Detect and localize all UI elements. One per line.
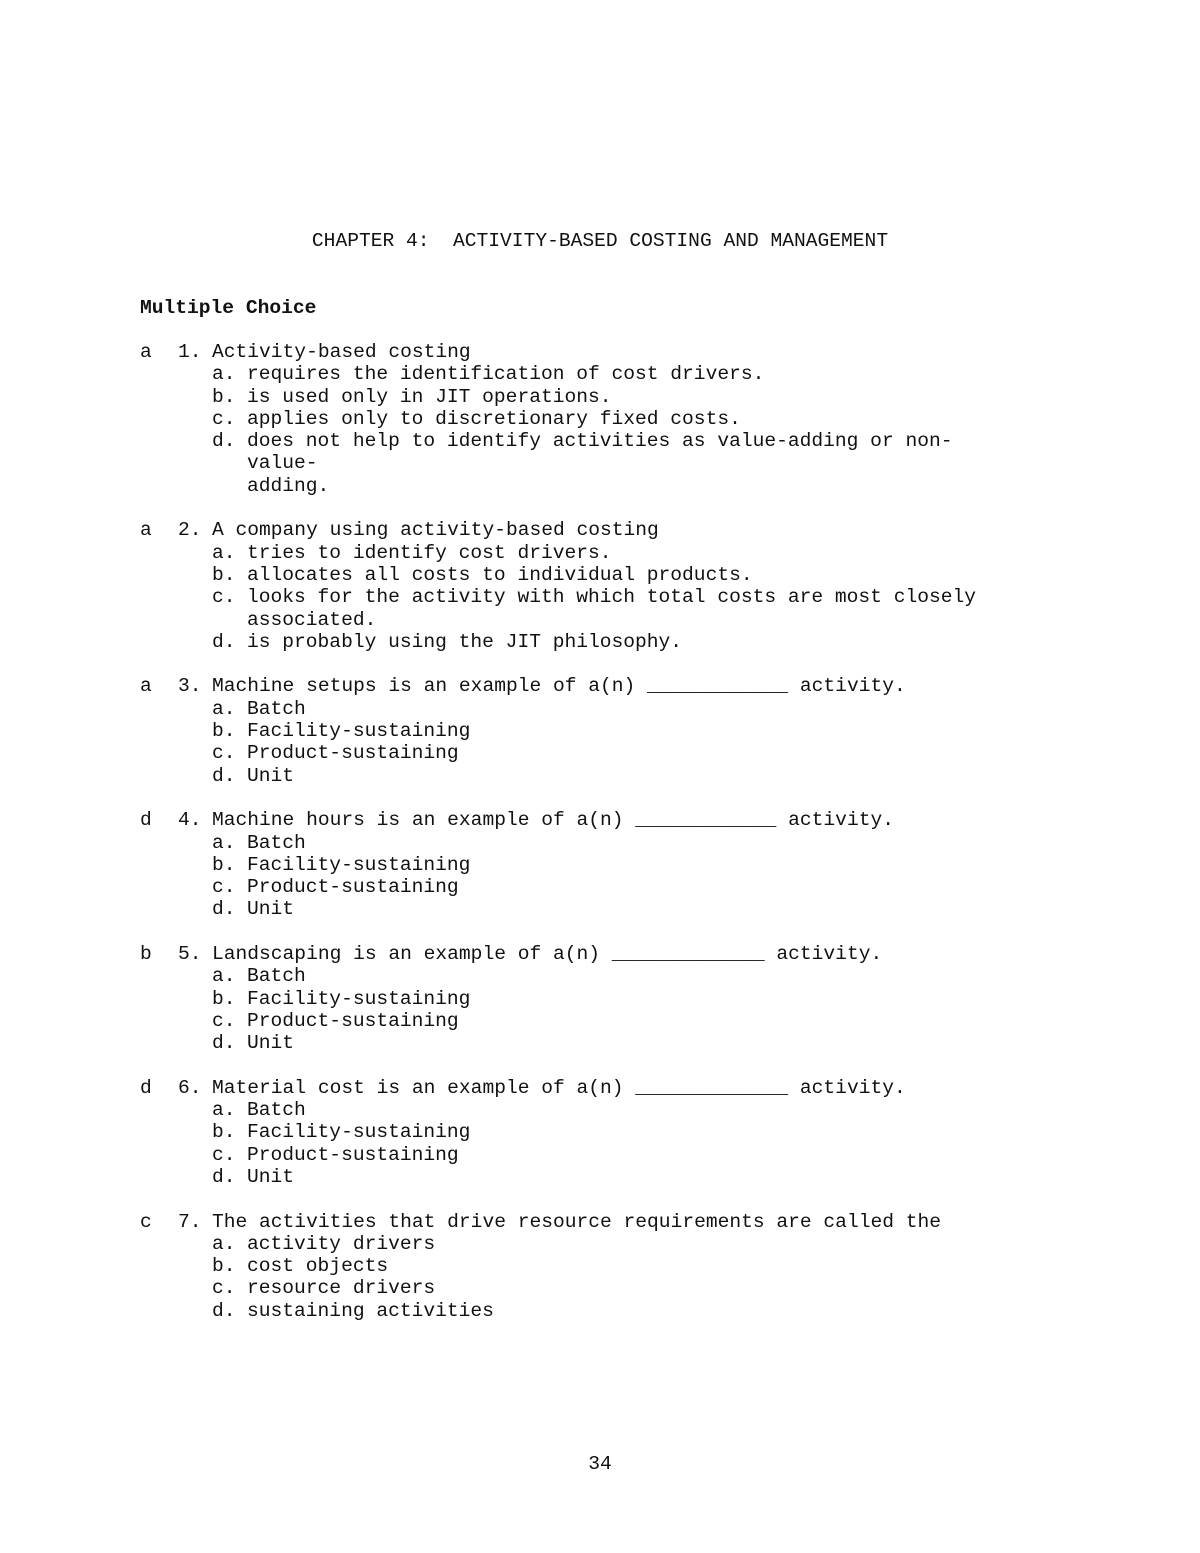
- option-text: looks for the activity with which total costs are most closely associated.: [247, 586, 977, 631]
- question-item: [140, 341, 1100, 497]
- option-text: Unit: [247, 764, 295, 787]
- question-number: 6.: [178, 1076, 202, 1099]
- option-letter: b.: [212, 720, 236, 743]
- answer-key: a: [140, 519, 152, 542]
- question-item: [140, 943, 1100, 1054]
- option-item: [212, 564, 1100, 586]
- option-text: Product-sustaining: [247, 742, 459, 765]
- option-list: [212, 698, 1100, 787]
- question-text: Machine hours is an example of a(n) ____________ activity.: [212, 809, 894, 832]
- option-text: Facility-sustaining: [247, 987, 471, 1010]
- option-item: [212, 430, 1100, 497]
- question-text: Material cost is an example of a(n) _____________ activity.: [212, 1076, 906, 1099]
- option-letter: b.: [212, 563, 236, 586]
- option-text: Batch: [247, 831, 306, 854]
- option-text: Product-sustaining: [247, 1143, 459, 1166]
- option-item: [212, 1255, 1100, 1277]
- option-item: [212, 854, 1100, 876]
- option-item: [212, 832, 1100, 854]
- option-list: [212, 363, 1100, 497]
- option-item: [212, 898, 1100, 920]
- option-text: activity drivers: [247, 1232, 436, 1255]
- option-text: allocates all costs to individual products.: [247, 563, 753, 586]
- option-item: [212, 631, 1100, 653]
- option-text: cost objects: [247, 1255, 389, 1278]
- question-row: [140, 1211, 1100, 1233]
- question-text: Activity-based costing: [212, 341, 471, 363]
- option-item: [212, 698, 1100, 720]
- option-letter: d.: [212, 630, 236, 653]
- question-item: [140, 1077, 1100, 1188]
- option-letter: c.: [212, 586, 236, 609]
- question-list: [140, 341, 1100, 1344]
- option-letter: d.: [212, 1165, 236, 1188]
- question-row: [140, 1077, 1100, 1099]
- question-row: [140, 519, 1100, 541]
- question-number: 2.: [178, 519, 202, 542]
- option-text: Product-sustaining: [247, 876, 459, 899]
- question-number: 7.: [178, 1210, 202, 1233]
- option-item: [212, 765, 1100, 787]
- question-number: 1.: [178, 341, 202, 363]
- option-letter: c.: [212, 876, 236, 899]
- answer-key: b: [140, 943, 152, 966]
- option-text: Batch: [247, 697, 306, 720]
- question-item: [140, 1211, 1100, 1322]
- option-text: Batch: [247, 1099, 306, 1122]
- option-letter: b.: [212, 1255, 236, 1278]
- option-letter: a.: [212, 697, 236, 720]
- option-text: does not help to identify activities as value-adding or non-value- adding.: [247, 430, 953, 497]
- option-text: Unit: [247, 1165, 295, 1188]
- option-text: is used only in JIT operations.: [247, 385, 612, 408]
- option-letter: c.: [212, 742, 236, 765]
- option-letter: b.: [212, 853, 236, 876]
- question-text: Landscaping is an example of a(n) _____________ activity.: [212, 943, 883, 966]
- option-text: Product-sustaining: [247, 1009, 459, 1032]
- option-item: [212, 408, 1100, 430]
- option-item: [212, 586, 1100, 631]
- section-heading: Multiple Choice: [140, 297, 317, 319]
- question-item: [140, 519, 1100, 653]
- option-item: [212, 876, 1100, 898]
- option-letter: d.: [212, 430, 236, 453]
- option-letter: b.: [212, 1121, 236, 1144]
- option-letter: c.: [212, 1143, 236, 1166]
- option-item: [212, 988, 1100, 1010]
- answer-key: d: [140, 809, 152, 832]
- option-letter: b.: [212, 385, 236, 408]
- question-number: 4.: [178, 809, 202, 832]
- option-text: sustaining activities: [247, 1299, 494, 1322]
- answer-key: a: [140, 341, 152, 363]
- option-text: Facility-sustaining: [247, 853, 471, 876]
- option-text: Unit: [247, 1032, 295, 1055]
- option-list: [212, 542, 1100, 653]
- question-text: A company using activity-based costing: [212, 519, 659, 542]
- option-letter: c.: [212, 1277, 236, 1300]
- question-row: [140, 943, 1100, 965]
- question-item: [140, 809, 1100, 920]
- option-letter: d.: [212, 1032, 236, 1055]
- option-item: [212, 1233, 1100, 1255]
- option-text: resource drivers: [247, 1277, 436, 1300]
- option-list: [212, 1233, 1100, 1322]
- option-text: requires the identification of cost drivers.: [247, 363, 765, 386]
- option-text: is probably using the JIT philosophy.: [247, 630, 683, 653]
- option-item: [212, 542, 1100, 564]
- option-list: [212, 965, 1100, 1054]
- answer-key: a: [140, 675, 152, 698]
- option-letter: a.: [212, 831, 236, 854]
- option-text: Unit: [247, 898, 295, 921]
- option-letter: a.: [212, 1099, 236, 1122]
- option-text: tries to identify cost drivers.: [247, 541, 612, 564]
- option-item: [212, 1300, 1100, 1322]
- option-letter: b.: [212, 987, 236, 1010]
- option-item: [212, 1277, 1100, 1299]
- chapter-title: CHAPTER 4: ACTIVITY-BASED COSTING AND MANAGEMENT: [311, 230, 889, 252]
- option-letter: d.: [212, 898, 236, 921]
- option-text: applies only to discretionary fixed costs.: [247, 407, 741, 430]
- option-text: Facility-sustaining: [247, 720, 471, 743]
- option-item: [212, 1099, 1100, 1121]
- option-letter: a.: [212, 1232, 236, 1255]
- option-letter: a.: [212, 363, 236, 386]
- option-letter: c.: [212, 407, 236, 430]
- question-row: [140, 341, 1100, 363]
- question-number: 3.: [178, 675, 202, 698]
- question-row: [140, 809, 1100, 831]
- question-item: [140, 675, 1100, 786]
- option-item: [212, 1144, 1100, 1166]
- option-letter: d.: [212, 1299, 236, 1322]
- option-item: [212, 965, 1100, 987]
- option-item: [212, 1032, 1100, 1054]
- page-number: 34: [588, 1453, 612, 1475]
- answer-key: d: [140, 1076, 152, 1099]
- option-text: Batch: [247, 965, 306, 988]
- answer-key: c: [140, 1210, 152, 1233]
- option-letter: a.: [212, 541, 236, 564]
- option-text: Facility-sustaining: [247, 1121, 471, 1144]
- option-letter: c.: [212, 1009, 236, 1032]
- option-item: [212, 720, 1100, 742]
- option-item: [212, 1121, 1100, 1143]
- option-list: [212, 832, 1100, 921]
- option-item: [212, 742, 1100, 764]
- option-item: [212, 363, 1100, 385]
- option-item: [212, 386, 1100, 408]
- question-text: Machine setups is an example of a(n) ____________ activity.: [212, 675, 906, 698]
- option-letter: d.: [212, 764, 236, 787]
- option-letter: a.: [212, 965, 236, 988]
- option-item: [212, 1166, 1100, 1188]
- question-text: The activities that drive resource requirements are called the: [212, 1210, 942, 1233]
- question-number: 5.: [178, 943, 202, 966]
- question-row: [140, 675, 1100, 697]
- option-item: [212, 1010, 1100, 1032]
- option-list: [212, 1099, 1100, 1188]
